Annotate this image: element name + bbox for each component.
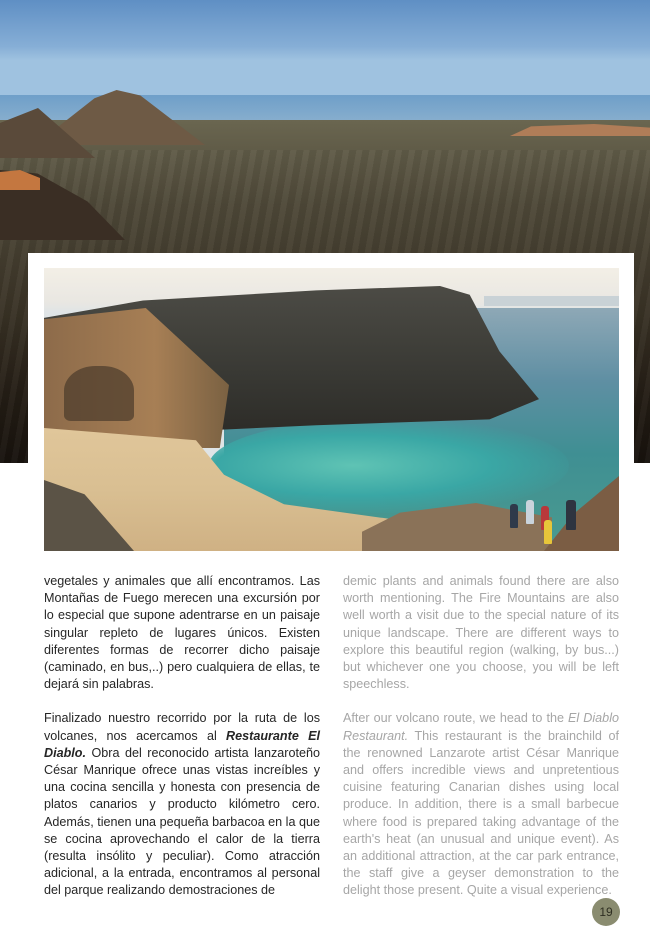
english-paragraph-2 xyxy=(343,710,619,899)
english-paragraph-1: demic plants and animals found there are also worth mentioning. The Fire Mountains are also well worth a visit due to the special nature of its unique landscape. There are different ways to explore this beautiful region (walking, by bus...) but whichever one you choose, you will be left speechless. xyxy=(343,574,619,692)
spanish-paragraph-1: vegetales y animales que allí encontramos. Las Montañas de Fuego merecen una excursión por lo especial que supone adentrarse en un paisaje singular repleto de lugares únicos. Existen diferentes formas de recorrer dicho paisaje (caminado, en bus,..) pero cualquiera de ellas, te dejará sin palabras. xyxy=(44,574,320,692)
hiker-figure xyxy=(510,504,518,528)
page-number-badge: 19 xyxy=(592,898,620,926)
hiker-figure xyxy=(566,500,576,530)
english-paragraph-2-start: After our volcano route, we head to the xyxy=(343,711,569,726)
hiker-figure xyxy=(544,520,552,544)
horizon-haze xyxy=(484,296,619,306)
english-text-column xyxy=(343,573,619,917)
spanish-text-column xyxy=(44,573,320,917)
spanish-paragraph-2-rest: Obra del reconocido artista lanzaroteño César Manrique ofrece unas vistas increíbles y una cocina sencilla y honesta con presencia de platos canarios y producto kilómetro cero. Además, tienen una pequeña barbacoa en la que se cocina aprovechando el calor de la tierra (resulta insólito y peculiar). Como atracción adicional, a la entrada, encontramos al personal del parque realizando demostraciones de xyxy=(44,745,320,898)
cave-opening xyxy=(64,366,134,421)
restaurant-name-es: Restaurante El Diablo. xyxy=(44,728,320,760)
spanish-paragraph-2-start: Finalizado nuestro recorrido por la ruta de los volcanes, nos acercamos al xyxy=(44,711,320,743)
restaurant-name-en: El Diablo Restaurant. xyxy=(343,711,619,743)
hiker-figure xyxy=(526,500,534,524)
english-paragraph-2-rest: This restaurant is the brainchild of the renowned Lanzarote artist César Manrique and offers incredible views and unpretentious cuisine featuring Canarian dishes using local produce. In addition, there is a small barbecue where food is prepared taking advantage of the earth's heat (an unusual and unique event). As an additional attraction, at the car park entrance, the staff give a geyser demonstration to the delight those present. Quite a visual experience. xyxy=(343,728,619,898)
beach-cove-photo xyxy=(44,268,619,551)
spanish-paragraph-2 xyxy=(44,710,320,899)
